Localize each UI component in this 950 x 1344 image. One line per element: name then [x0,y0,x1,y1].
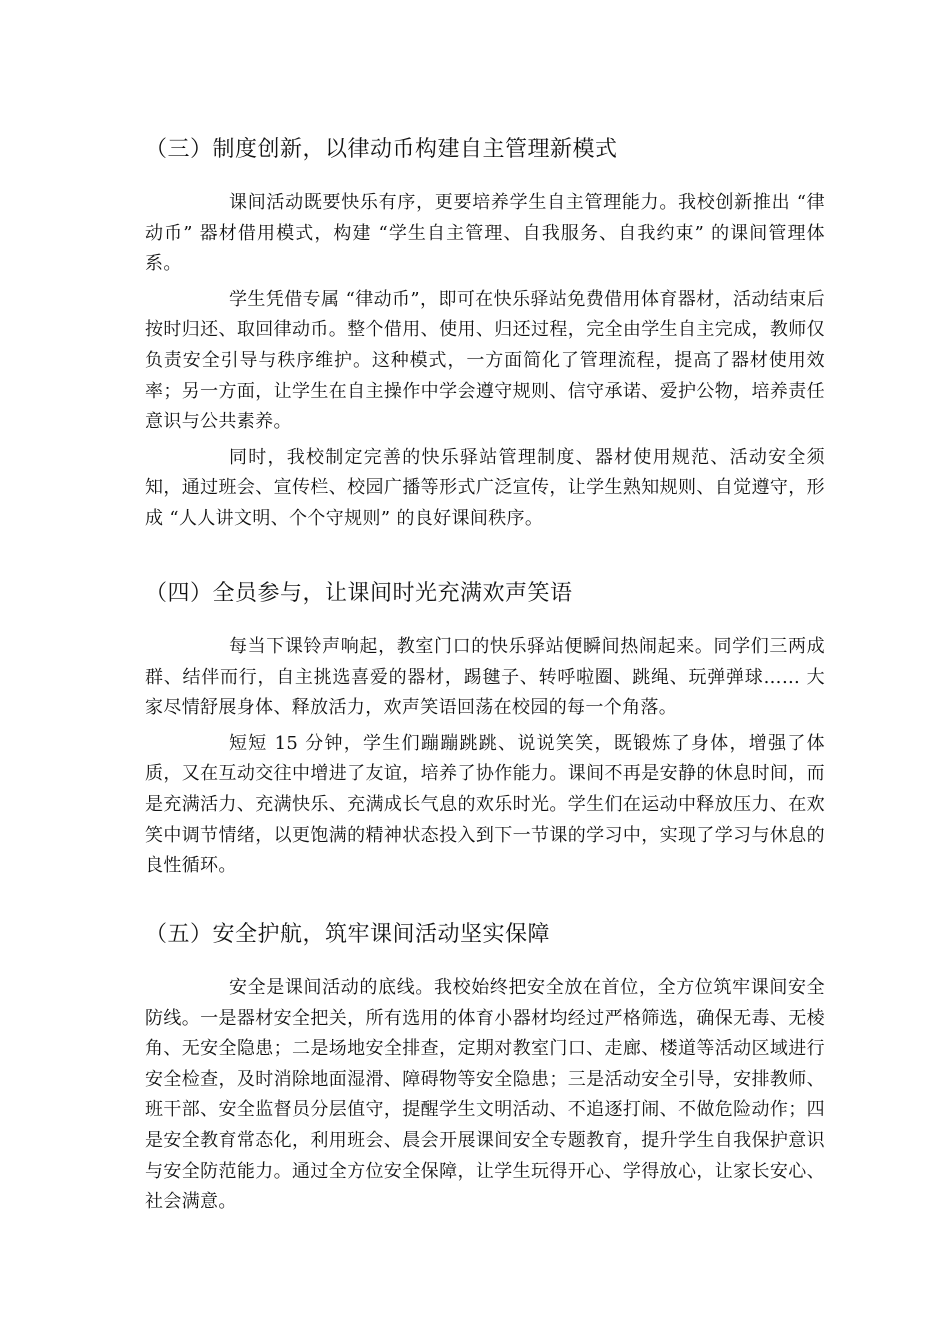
section-3-heading: （三）制度创新，以律动币构建自主管理新模式 [145,137,618,162]
section-5-paragraph-1: 安全是课间活动的底线。我校始终把安全放在首位，全方位筑牢课间安全防线。一是器材安全把关，所有选用的体育小器材均经过严格筛选，确保无毒、无棱角、无安全隐患；二是场地安全排查，定期对教室门口、走廊、楼道等活动区域进行安全检查，及时消除地面湿滑、障碍物等安全隐患；三是活动安全引导，安排教师、班干部、安全监督员分层值守，提醒学生文明活动、不追逐打闹、不做危险动作；四是安全教育常态化，利用班会、晨会开展课间安全专题教育，提升学生自我保护意识与安全防范能力。通过全方位安全保障，让学生玩得开心、学得放心，让家长安心、社会满意。 [145,977,825,1213]
section-5-heading: （五）安全护航，筑牢课间活动坚实保障 [145,922,551,947]
section-4 [145,578,825,882]
section-4-paragraph-2: 短短 15 分钟，学生们蹦蹦跳跳、说说笑笑，既锻炼了身体，增强了体质，又在互动交往中增进了友谊，培养了协作能力。课间不再是安静的休息时间，而是充满活力、充满快乐、充满成长气息的欢乐时光。学生们在运动中释放压力、在欢笑中调节情绪，以更饱满的精神状态投入到下一节课的学习中，实现了学习与休息的良性循环。 [145,732,825,877]
section-3-paragraph-1: 课间活动既要快乐有序，更要培养学生自主管理能力。我校创新推出 “律动币” 器材借用模式，构建 “学生自主管理、自我服务、自我约束” 的课间管理体系。 [145,192,825,275]
section-5 [145,919,825,1218]
section-3 [145,134,825,535]
section-4-heading: （四）全员参与，让课间时光充满欢声笑语 [145,581,573,606]
section-3-paragraph-3: 同时，我校制定完善的快乐驿站管理制度、器材使用规范、活动安全须知，通过班会、宣传栏、校园广播等形式广泛宣传，让学生熟知规则、自觉遵守，形成 “人人讲文明、个个守规则” 的良好课间秩序。 [145,446,825,529]
section-3-paragraph-2: 学生凭借专属 “律动币”，即可在快乐驿站免费借用体育器材，活动结束后按时归还、取回律动币。整个借用、使用、归还过程，完全由学生自主完成，教师仅负责安全引导与秩序维护。这种模式，一方面简化了管理流程，提高了器材使用效率；另一方面，让学生在自主操作中学会遵守规则、信守承诺、爱护公物，培养责任意识与公共素养。 [145,288,825,433]
section-4-paragraph-1: 每当下课铃声响起，教室门口的快乐驿站便瞬间热闹起来。同学们三两成群、结伴而行，自主挑选喜爱的器材，踢毽子、转呼啦圈、跳绳、玩弹弹球…… 大家尽情舒展身体、释放活力，欢声笑语回荡在校园的每一个角落。 [145,636,825,719]
